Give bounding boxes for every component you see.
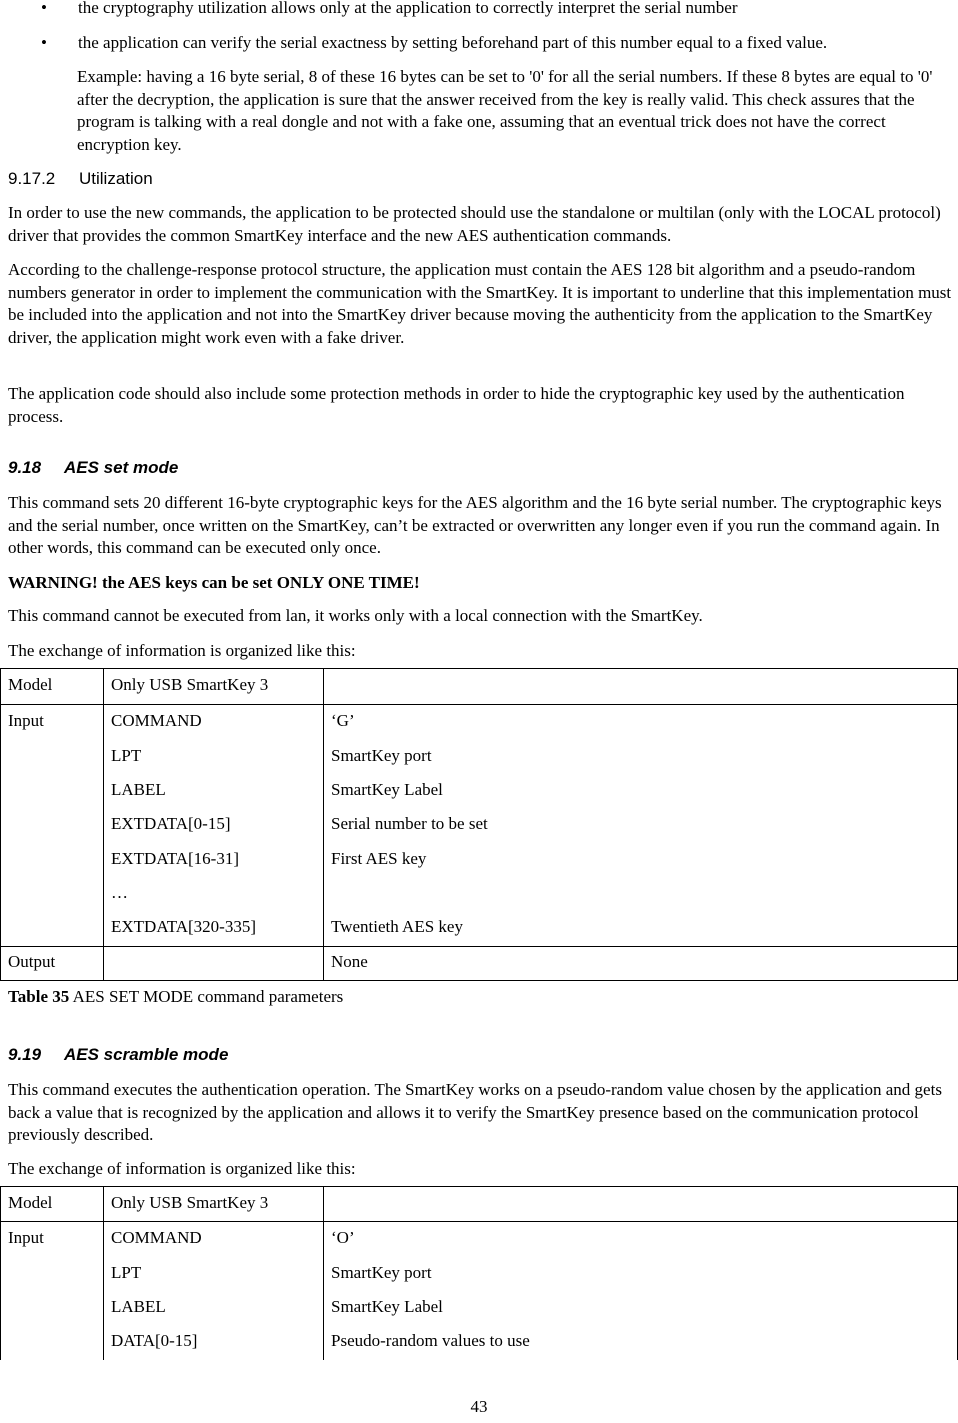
bullet-text: the cryptography utilization allows only at the application to correctly interpret the serial number <box>78 0 738 17</box>
page-number: 43 <box>470 1397 488 1416</box>
model-label: Model <box>8 675 53 694</box>
example-paragraph: Example: having a 16 byte serial, 8 of these 16 bytes can be set to '0' for all the serial numbers. If these 8 bytes are equal to '0' after the decryption, the application is sure that the answer received from the key is really valid. This check assures that the program is talking with a real dongle and not with a fake one, assuming that an eventual trick does not have the correct encryption key. <box>77 67 933 154</box>
table-desc: First AES key <box>331 849 427 868</box>
aes-set-mode-table <box>0 668 958 981</box>
table-desc: Serial number to be set <box>331 814 488 833</box>
model-value: Only USB SmartKey 3 <box>111 1193 269 1212</box>
input-label: Input <box>8 1228 44 1247</box>
aes-scramble-mode-table <box>0 1186 958 1360</box>
paragraph: This command sets 20 different 16-byte cryptographic keys for the AES algorithm and the 16 byte serial number. The cryptographic keys and the serial number, once written on the SmartKey, can’t be extracted or overwritten any longer even if you run the command again. In other words, this command can be executed only once. <box>8 493 942 558</box>
table-desc: SmartKey port <box>331 1263 432 1282</box>
section-title: AES scramble mode <box>64 1045 229 1064</box>
paragraph: In order to use the new commands, the application to be protected should use the standalone or multilan (only with the LOCAL protocol) driver that provides the common SmartKey interface and the new AES authentication commands. <box>8 203 941 245</box>
paragraph: This command cannot be executed from lan, it works only with a local connection with the SmartKey. <box>8 606 703 625</box>
section-number: 9.19 <box>8 1045 42 1064</box>
paragraph: This command executes the authentication operation. The SmartKey works on a pseudo-random value chosen by the application and gets back a value that is recognized by the application and allows it to verify the SmartKey presence based on the communication protocol previously described. <box>8 1080 942 1145</box>
section-heading-9-19 <box>8 1044 228 1067</box>
table-desc: Twentieth AES key <box>331 917 463 936</box>
paragraph: The exchange of information is organized like this: <box>8 641 356 660</box>
table-desc: ‘G’ <box>331 711 355 730</box>
table-param: LABEL <box>111 780 166 799</box>
table-param: LPT <box>111 746 142 765</box>
table-desc: SmartKey Label <box>331 1297 443 1316</box>
table-param: DATA[0-15] <box>111 1331 198 1350</box>
output-value: None <box>331 952 368 971</box>
table-param: EXTDATA[16-31] <box>111 849 239 868</box>
bullet-item <box>0 32 958 56</box>
bullet-symbol: • <box>41 33 47 52</box>
bullet-item <box>0 0 958 21</box>
section-number: 9.18 <box>8 458 42 477</box>
caption-label: Table 35 <box>8 987 70 1006</box>
bullet-text: the application can verify the serial exactness by setting beforehand part of this number equal to a fixed value. <box>78 33 828 52</box>
warning-text: WARNING! the AES keys can be set ONLY ONE TIME! <box>8 573 420 592</box>
table-caption <box>8 986 343 1009</box>
section-title: AES set mode <box>64 458 179 477</box>
paragraph: The application code should also include some protection methods in order to hide the cryptographic key used by the authentication process. <box>8 384 905 426</box>
model-label: Model <box>8 1193 53 1212</box>
caption-text: AES SET MODE command parameters <box>69 987 344 1006</box>
table-desc: SmartKey Label <box>331 780 443 799</box>
output-label: Output <box>8 952 56 971</box>
table-desc: Pseudo-random values to use <box>331 1331 530 1350</box>
input-label: Input <box>8 711 44 730</box>
table-param: COMMAND <box>111 711 202 730</box>
bullet-symbol: • <box>41 0 47 17</box>
table-param: LPT <box>111 1263 142 1282</box>
section-number: 9.17.2 <box>8 169 56 188</box>
table-desc: ‘O’ <box>331 1228 355 1247</box>
table-param: LABEL <box>111 1297 166 1316</box>
section-title: Utilization <box>79 169 153 188</box>
table-param: … <box>111 883 128 902</box>
table-param: EXTDATA[0-15] <box>111 814 231 833</box>
model-value: Only USB SmartKey 3 <box>111 675 269 694</box>
table-param: COMMAND <box>111 1228 202 1247</box>
section-heading-9-17-2 <box>8 168 153 191</box>
section-heading-9-18 <box>8 457 178 480</box>
paragraph: According to the challenge-response protocol structure, the application must contain the AES 128 bit algorithm and a pseudo-random numbers generator in order to implement the communication with the SmartKey. It is important to underline that this implementation must be included into the application and not into the SmartKey driver because moving the authenticity from the application to the SmartKey driver, the application might work even with a fake driver. <box>8 260 952 347</box>
table-param: EXTDATA[320-335] <box>111 917 256 936</box>
table-desc: SmartKey port <box>331 746 432 765</box>
paragraph: The exchange of information is organized like this: <box>8 1159 356 1178</box>
